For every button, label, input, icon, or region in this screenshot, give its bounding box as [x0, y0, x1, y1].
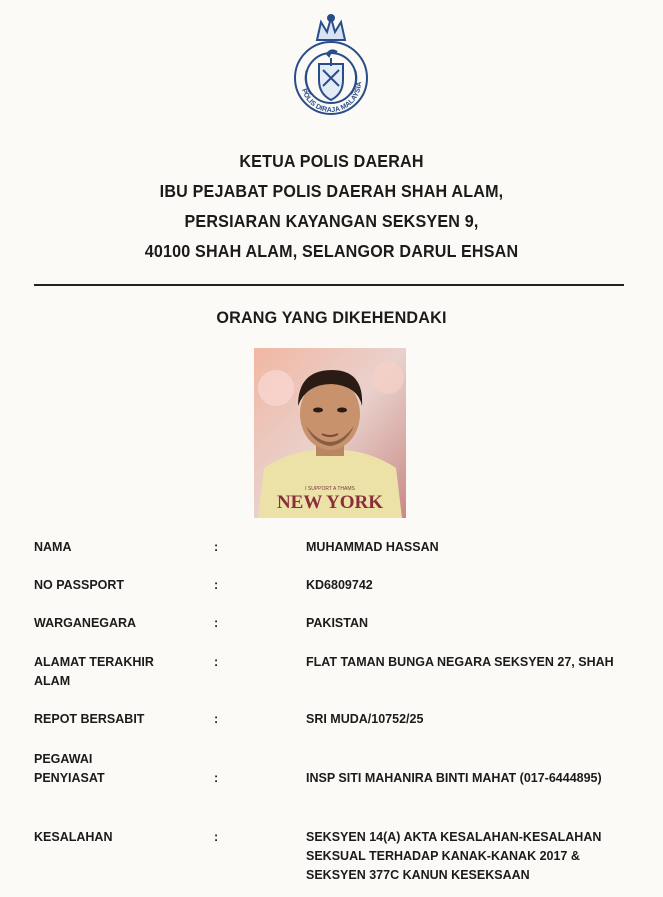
- field-colon: :: [214, 616, 219, 630]
- field-value: KD6809742: [306, 578, 373, 592]
- shirt-text: NEW YORK: [276, 492, 384, 513]
- field-value-line-3: SEKSYEN 377C KANUN KESEKSAAN: [306, 868, 530, 882]
- field-value: MUHAMMAD HASSAN: [306, 540, 439, 554]
- field-value: SRI MUDA/10752/25: [306, 712, 424, 726]
- field-value: PAKISTAN: [306, 616, 369, 630]
- header-line-3: PERSIARAN KAYANGAN SEKSYEN 9,: [184, 211, 479, 231]
- field-label: WARGANEGARA: [34, 616, 137, 630]
- field-colon: :: [214, 578, 219, 592]
- shirt-small-text: I SUPPORT A THAMS: [305, 486, 355, 492]
- field-label: KESALAHAN: [34, 830, 113, 844]
- header-line-2: IBU PEJABAT POLIS DAERAH SHAH ALAM,: [159, 181, 504, 201]
- field-colon: :: [214, 712, 219, 726]
- field-value: FLAT TAMAN BUNGA NEGARA SEKSYEN 27, SHAH: [306, 655, 614, 669]
- office-header: [0, 146, 663, 266]
- field-label-line-2: PENYIASAT: [34, 771, 105, 785]
- field-label: [34, 653, 184, 691]
- field-colon: :: [214, 655, 219, 669]
- header-line-1: KETUA POLIS DAERAH: [239, 151, 424, 171]
- field-value-line-1: SEKSYEN 14(A) AKTA KESALAHAN-KESALAHAN: [306, 830, 602, 844]
- police-crest-icon: [283, 10, 379, 122]
- field-colon: :: [214, 830, 219, 844]
- field-value: INSP SITI MAHANIRA BINTI MAHAT (017-6444895): [306, 771, 602, 785]
- field-label: NAMA: [34, 540, 72, 554]
- header-line-4: 40100 SHAH ALAM, SELANGOR DARUL EHSAN: [144, 241, 519, 261]
- field-colon: :: [214, 540, 219, 554]
- suspect-photo: [254, 348, 406, 518]
- field-label: [34, 750, 184, 788]
- field-value: [306, 828, 636, 885]
- header-divider: [34, 284, 624, 286]
- field-label: REPOT BERSABIT: [34, 712, 145, 726]
- field-label: NO PASSPORT: [34, 578, 125, 592]
- field-label-line-1: PEGAWAI: [34, 752, 93, 766]
- field-label-line-1: ALAMAT TERAKHIR: [34, 655, 154, 669]
- crest-ring-text: POLIS DIRAJA MALAYSIA: [299, 81, 364, 115]
- field-colon: :: [214, 771, 219, 785]
- notice-title: ORANG YANG DIKEHENDAKI: [216, 308, 447, 327]
- field-label-line-2: ALAM: [34, 674, 71, 688]
- field-value-line-2: SEKSUAL TERHADAP KANAK-KANAK 2017 &: [306, 849, 580, 863]
